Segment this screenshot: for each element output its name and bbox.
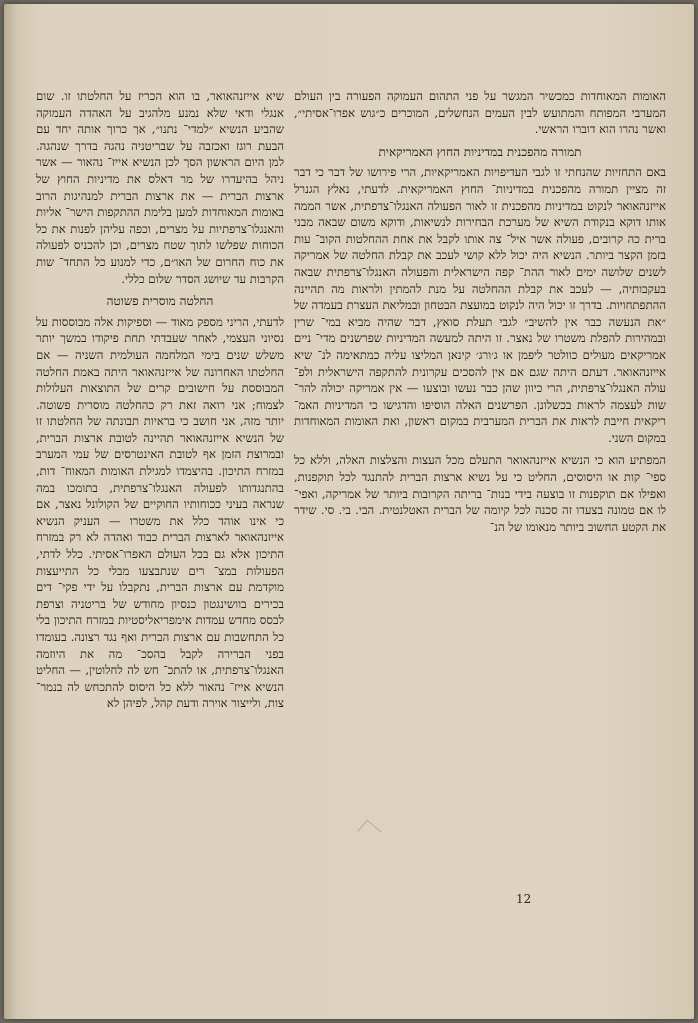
document-page [4, 4, 694, 1019]
page-number: 12 [516, 892, 532, 906]
right-paragraph-2: באם התחזיות שהנחתי זו לגבי העדיפויות האמריקאיות, הרי פירושו של דבר כי דבר זה מציין תמורה מהפכנית במדיניות־ החוץ האמריקאית. לדעתי, נאלץ הגנרל אייזנהאואר לנקוט במדיניות מהפכנית זו לאור הפעולה האנגלו־צרפתית, אשר הממה אותו דוקא בנקודת השיא של מערכת הבחירות לנשיאות, ודוקא משום שבאה מבני ברית כה קרובים, פעולה אשר איל־ צה אותו לקבל את אחת ההחלטות הקוב־ עות בזמן הקצר ביותר. הנשיא היה יכול ללא קושי לעכב את קבלת החלטה של אמריקה לשנים שלושה ימים לאור ההת־ קפה הישראלית והפעולה האנגלו־צרפתית שבאה בעקבותיה, — לעכב את קבלת ההחלטה על מנת להמתין ולראות מה תהיינה ההתפתחויות. בדרך זו יכול היה לנקוט במועצת הבטחון ובמליאת העצרת בעמדה של ״את הנעשה כבר אין להשיב״ לגבי תעלת סואץ, דבר שהיה מביא במי־ שרין ובמהירות להפלת משטרו של נאצר. זו היתה למעשה המדיניות שפרשנים מדי־ ניים אמריקאים מעולים כוולטר ליפמן או ג׳ורג׳ קינאן המליצו עליה כמתאימה לנ־ שיא אייזנהאואר. דעתם היתה שגם אם אין להסכים עקרונית להתקפה הישראלית ולפ־ עולה האנגלו־צרפתית, הרי כיוון שהן כבר נעשו ובוצעו — אין אמריקה יכולה להר־ שות לעצמה לראות בכשלונן. הפרשנים האלה הוסיפו והדגישו כי המדיניות האמ־ ריקאית חייבת לראות את הברית המערבית במקום ראשון, ואת האומות המאוחדות במקום השני. [294, 165, 666, 445]
left-subheading: החלטה מוסרית פשוטה [106, 294, 214, 309]
left-paragraph-2: לדעתי, הריני מספק מאוד — וספיקות אלה מבוססות על נסיוני העצמי, לאחר שעבדתי תחת פיקודו במשך יותר משלש שנים בימי המלחמה העולמית השניה — אם החלטתו האחרונה של אייזנהאואר היתה באמת החלטה המבוססת על חישובים קרים של התוצאות העלולות לצמוח; אני רואה זאת רק כהחלטה מוסרית פשוטה. יותר מזה, אני חושב כי בראיות תבונתה של החלטתו זו של הנשיא אייזנהאואר תהיינה לטובת ארצות הברית, ובמרוצת הזמן אף לטובת האינטרסים של עמי המערב במזרח התיכון. בהיצמדו למגילת האומות המאוח־ דות, בהתנגדותו לפעולה האנגלו־צרפתית, בתומכו במה שנראה בעיני ככוחותיו החוקיים של הקולונל נאצר, אם כי אינו אוהד כלל את משטרו — העניק הנשיא אייזנהאואר לארצות הברית כבוד ואהדה לא רק במזרח התיכון אלא גם בכל העולם האפרו־אסיתי. כלל לדתי, הפעולות במצ־ רים שנתבצעו מבלי כל התייעצות מוקדמת עם ארצות הברית, נתקבלו על ידי פקי־ דים בכירים בוושינגטון כנסיון מחודש של בריטניה וצרפת לבסס מחדש עמדות אימפריאליסטיות במזרח התיכון בלי כל התחשבות עם ארצות הברית ואף נגד רצונה. בעומדו בפני הברירה לקבל בהסכ־ מה את היוזמה האנגלו־צרפתית, או להתכ־ חש לה לחלוטין, — החליט הנשיא אייז־ נהאור ללא כל היסוס להתכחש לה בנמר־ צות, ולייצור אוירה ודעת קהל, לפיהן לא [36, 314, 284, 711]
right-paragraph-1: האומות המאוחדות כמכשיר המגשר על פני התהום העמוקה הפעורה בין העולם המערבי המפותח והמתועש לבין העמים הנחשלים, המוכרים כ״גוש אפרו־אסיתי״, ואשר נהרו הוא דוברו הראשי. [294, 89, 666, 137]
left-paragraph-1: שיא אייזנהאואר, בו הוא הכריז על החלטתו זו. שום אנגלי ודאי שלא נמנע מלהגיב על האהדה העמוקה שהביע הנשיא ״למדי־ נתנו״, אך כרוך אותה יחד עם הבעת רוגז ואכזבה על שבריטניה נהגה בדרך שנהגה. למן היום הראשון הסך לכן הנשיא אייז־ נהאור — אשר ניהל בהיעדרו של מר דאלס את מדיניות החוץ של ארצות הברית — את ארצות הברית למנהיגות הרוב באומות המאוחדות למען בלימת ההתקפות הישר־ אליות והאנגלו־צרפתיות על מצרים, וכפה עליהן לפנות את כל הכוחות שפלשו לתוך שטח מצרים, וכן להכניס לפעולה את כוח החרום של האו״ם, כדי למנוע כל התחד־ שות הקרבות עד שיושג הסדר שלום כללי. [36, 89, 284, 286]
right-paragraph-3: המפתיע הוא כי הנשיא אייזנהאואר התעלם מכל העצות והצלצות האלה, וללא כל ספי־ קות או היסוסים, החליט כי על נשיא ארצות הברית להתנגד לכל תוקפנות, ואפילו אם תוקפנות זו בוצעה בידי בנות־ בריתה הקרובות ביותר של אמריקה, ואפי־ לו אם טמונה בצעדו זה סכנה לכל קיומה של הברית האטלנטית. הבי. בי. סי. שידר את הקטע החשוב ביותר מנאומו של הנ־ [294, 453, 666, 534]
right-column [294, 88, 666, 535]
right-subheading: תמורה מהפכנית במדיניות החוץ האמריקאית [378, 144, 582, 159]
left-column [36, 88, 284, 712]
pencil-mark-icon [357, 820, 381, 844]
